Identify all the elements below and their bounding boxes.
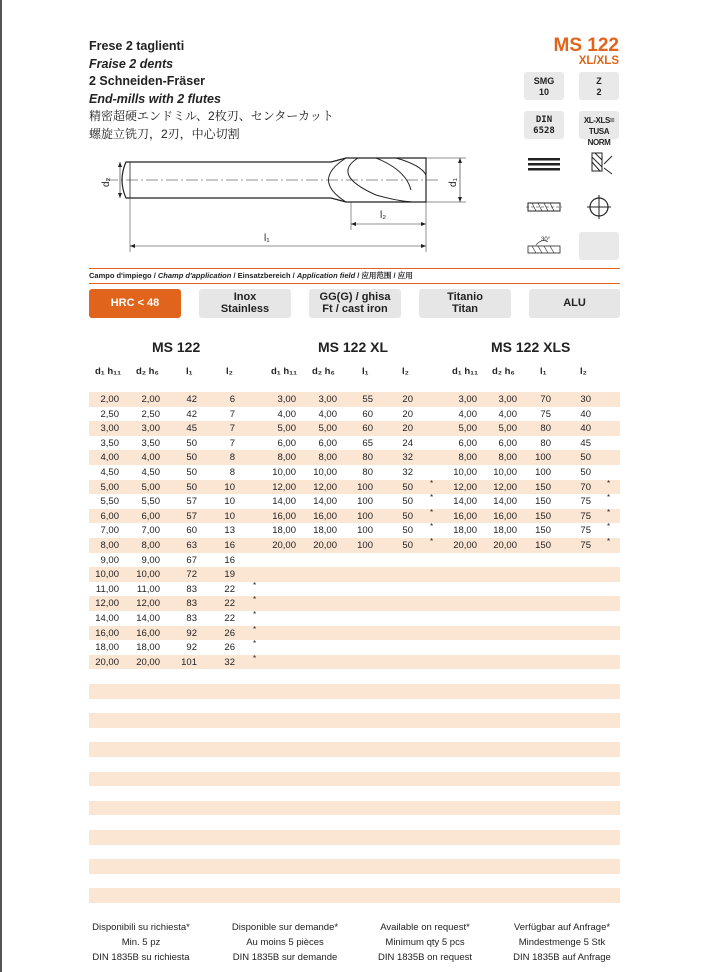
table-cell: 7 — [229, 437, 235, 449]
on-request-marker: * — [430, 537, 434, 546]
footer-de-line2: Mindestmenge 5 Stk — [518, 937, 606, 948]
table-cell: 4,00 — [458, 408, 477, 420]
footer-german — [496, 920, 628, 965]
table-cell: 83 — [186, 583, 197, 595]
on-request-marker: * — [253, 610, 257, 619]
column-header: l₁ — [540, 366, 547, 377]
table-cell: 14,00 — [95, 613, 119, 624]
table-cell: 24 — [402, 437, 413, 449]
table-cell: 8,00 — [100, 540, 119, 551]
table-cell: 8,00 — [318, 452, 337, 464]
table-cell: 16,00 — [136, 627, 160, 639]
column-header: d₂ h₆ — [492, 366, 515, 377]
table-cell: 5,00 — [100, 481, 119, 493]
table-cell: 10,00 — [272, 467, 296, 478]
table-stripe — [89, 742, 620, 757]
table-cell: 70 — [540, 394, 551, 405]
table-cell: 2,00 — [141, 394, 160, 405]
table-cell: 2,50 — [100, 408, 119, 420]
table-cell: 12,00 — [272, 481, 296, 493]
table-stripe — [89, 684, 620, 699]
table-cell: 3,00 — [141, 423, 160, 435]
on-request-marker: * — [253, 595, 257, 605]
column-header: d₁ h₁₁ — [271, 366, 298, 377]
table-cell: 6,00 — [498, 437, 517, 449]
table-cell: 9,00 — [100, 554, 119, 566]
table-cell: 75 — [580, 510, 591, 522]
table-cell: 26 — [224, 642, 235, 654]
d2-label: d₂ — [101, 177, 112, 187]
table-cell: 18,00 — [453, 525, 477, 537]
table-cell: 2,50 — [141, 408, 160, 420]
table-cell: 45 — [186, 423, 197, 435]
application-de: Einsatzbereich — [237, 271, 291, 280]
material-cast-iron-label-2: Ft / cast iron — [322, 303, 388, 315]
spec-smg-value: 10 — [538, 87, 549, 97]
footer-it-line3: DIN 1835B su richiesta — [92, 952, 190, 963]
table-cell: 9,00 — [141, 554, 160, 566]
cylindrical-shank-icon — [524, 193, 564, 221]
table-cell: 3,00 — [498, 394, 517, 405]
application-rule-top — [89, 268, 620, 269]
table-cell: 4,50 — [100, 467, 119, 478]
table-stripe — [89, 888, 620, 903]
group-title-ms122-xls: MS 122 XLS — [491, 339, 571, 355]
table-stripe — [89, 859, 620, 874]
table-cell: 5,00 — [277, 423, 296, 435]
table-cell: 4,00 — [318, 408, 337, 420]
table-cell: 22 — [224, 583, 235, 595]
table-cell: 75 — [580, 525, 591, 537]
end-mill-drawing — [96, 150, 476, 260]
material-cast-iron — [309, 289, 401, 318]
column-header: l₁ — [362, 366, 369, 377]
material-inox — [199, 289, 291, 318]
table-cell: 50 — [402, 540, 413, 551]
title-english: End-mills with 2 flutes — [89, 91, 221, 106]
table-cell: 8,00 — [458, 452, 477, 464]
table-cell: 80 — [540, 437, 551, 449]
table-cell: 65 — [362, 437, 373, 449]
table-cell: 6,00 — [277, 437, 296, 449]
table-cell: 22 — [224, 613, 235, 624]
center-cutting-icon — [579, 150, 619, 178]
table-cell: 14,00 — [272, 496, 296, 508]
table-cell: 55 — [362, 394, 373, 405]
on-request-marker: * — [607, 507, 611, 517]
table-cell: 10 — [224, 496, 235, 508]
table-cell: 16,00 — [272, 510, 296, 522]
table-cell: 40 — [580, 408, 591, 420]
title-german: 2 Schneiden-Fräser — [89, 74, 206, 88]
table-cell: 75 — [540, 408, 551, 420]
table-cell: 150 — [535, 481, 551, 493]
spec-z-value: 2 — [596, 87, 602, 97]
table-cell: 12,00 — [313, 481, 337, 493]
table-stripe — [89, 801, 620, 816]
concentricity-icon — [579, 193, 619, 221]
table-cell: 92 — [186, 642, 197, 654]
material-alu — [529, 289, 620, 318]
table-cell: 16,00 — [493, 510, 517, 522]
application-rule-bottom — [89, 283, 620, 284]
on-request-marker: * — [253, 580, 257, 590]
footer-fr-line3: DIN 1835B sur demande — [232, 952, 338, 963]
product-code-main: MS 122 — [553, 35, 619, 56]
material-titanium — [419, 289, 511, 318]
column-header: l₂ — [226, 366, 233, 377]
table-cell: 5,50 — [100, 496, 119, 508]
helix-30-icon — [524, 232, 564, 260]
column-header: d₁ h₁₁ — [452, 366, 479, 377]
table-cell: 3,00 — [458, 394, 477, 405]
table-cell: 100 — [535, 467, 551, 478]
column-header: l₂ — [402, 366, 409, 377]
table-cell: 20,00 — [493, 540, 517, 551]
table-cell: 6,00 — [318, 437, 337, 449]
table-cell: 8,00 — [277, 452, 296, 464]
footer-fr-line2: Au moins 5 pièces — [246, 937, 324, 948]
table-cell: 18,00 — [313, 525, 337, 537]
material-alu-label: ALU — [563, 297, 586, 309]
spec-norm — [579, 111, 619, 147]
group-title-ms122-xl: MS 122 XL — [318, 339, 389, 355]
table-cell: 100 — [357, 540, 373, 551]
product-code — [554, 36, 619, 67]
table-cell: 83 — [186, 613, 197, 624]
column-header: d₂ h₆ — [312, 366, 335, 377]
table-cell: 50 — [580, 452, 591, 464]
column-header: l₂ — [580, 366, 587, 377]
footer-en-line2: Minimum qty 5 pcs — [385, 937, 465, 948]
table-cell: 8 — [229, 467, 235, 478]
spec-din-label: DIN — [535, 115, 553, 125]
table-cell: 6,00 — [100, 510, 119, 522]
table-cell: 100 — [357, 525, 373, 537]
table-cell: 12,00 — [95, 598, 119, 610]
table-cell: 10,00 — [136, 569, 160, 581]
table-cell: 5,00 — [141, 481, 160, 493]
material-inox-label-2: Stainless — [220, 303, 270, 315]
footer-de-line3: DIN 1835B auf Anfrage — [513, 952, 611, 963]
column-header: d₂ h₆ — [136, 366, 159, 377]
table-cell: 14,00 — [493, 496, 517, 508]
footer-english — [364, 920, 486, 965]
spec-smg-label: SMG — [533, 76, 555, 86]
helix-angle-label: 30° — [541, 237, 551, 243]
material-cast-iron-label: GG(G) / ghisa — [319, 291, 391, 303]
product-code-sub: XL/XLS — [578, 55, 619, 67]
table-cell: 18,00 — [493, 525, 517, 537]
table-cell: 60 — [362, 423, 373, 435]
table-cell: 75 — [580, 540, 591, 551]
table-cell: 4,50 — [141, 467, 160, 478]
on-request-marker: * — [607, 478, 611, 488]
table-cell: 20 — [402, 408, 413, 420]
table-cell: 70 — [580, 481, 591, 493]
spec-norm-label: XL-XLS= — [583, 116, 615, 125]
table-cell: 57 — [186, 510, 197, 522]
table-cell: 30 — [580, 394, 591, 405]
table-cell: 26 — [224, 627, 235, 639]
table-cell: 42 — [186, 394, 197, 405]
spec-din — [524, 111, 564, 139]
table-cell: 16,00 — [453, 510, 477, 522]
table-cell: 100 — [535, 452, 551, 464]
column-header: l₁ — [186, 366, 193, 377]
table-cell: 75 — [580, 496, 591, 508]
table-cell: 19 — [224, 569, 235, 581]
on-request-marker: * — [430, 522, 434, 532]
table-cell: 80 — [362, 452, 373, 464]
footer-de-line1: Verfügbar auf Anfrage* — [513, 922, 611, 933]
table-cell: 12,00 — [493, 481, 517, 493]
table-cell: 3,00 — [277, 394, 296, 405]
table-cell: 3,00 — [100, 423, 119, 435]
material-hrc48 — [89, 289, 181, 318]
table-cell: 16 — [224, 540, 235, 551]
table-cell: 80 — [362, 467, 373, 478]
l1-label: l₁ — [264, 233, 270, 244]
table-cell: 6,00 — [141, 510, 160, 522]
table-cell: 150 — [535, 496, 551, 508]
spec-smg — [524, 72, 564, 100]
table-cell: 80 — [540, 423, 551, 435]
footer-it-line2: Min. 5 pz — [121, 937, 161, 948]
table-cell: 10 — [224, 481, 235, 493]
material-titanium-label-2: Titan — [451, 303, 479, 315]
table-cell: 50 — [402, 496, 413, 508]
table-cell: 60 — [186, 525, 197, 537]
table-cell: 72 — [186, 569, 197, 581]
table-cell: 4,00 — [498, 408, 517, 420]
application-fr: Champ d'application — [157, 271, 232, 280]
table-cell: 20,00 — [313, 540, 337, 551]
table-cell: 150 — [535, 525, 551, 537]
material-inox-label: Inox — [233, 291, 257, 303]
table-cell: 50 — [402, 481, 413, 493]
footer-italian — [76, 920, 206, 965]
table-cell: 32 — [224, 656, 235, 668]
on-request-marker: * — [430, 478, 434, 488]
table-cell: 50 — [580, 467, 591, 478]
table-cell: 32 — [402, 452, 413, 464]
table-cell: 6 — [229, 394, 235, 405]
table-cell: 7,00 — [100, 525, 119, 537]
group-title-ms122: MS 122 — [152, 339, 201, 355]
table-cell: 20,00 — [272, 540, 296, 551]
column-header: d₁ h₁₁ — [95, 366, 122, 377]
table-cell: 50 — [402, 510, 413, 522]
on-request-marker: * — [430, 507, 434, 517]
table-cell: 8 — [229, 452, 235, 464]
table-cell: 32 — [402, 467, 413, 478]
table-cell: 16 — [224, 554, 235, 566]
table-cell: 7 — [229, 408, 235, 420]
table-cell: 12,00 — [136, 598, 160, 610]
table-cell: 50 — [186, 481, 197, 493]
spec-din-value: 6528 — [533, 126, 555, 136]
l2-label: l₂ — [380, 210, 387, 221]
material-hrc48-label: HRC < 48 — [110, 297, 160, 309]
table-cell: 12,00 — [453, 481, 477, 493]
title-french: Fraise 2 dents — [89, 56, 174, 71]
table-stripe — [89, 830, 620, 845]
on-request-marker: * — [253, 653, 257, 663]
table-cell: 20,00 — [95, 656, 119, 668]
product-titles — [89, 38, 334, 143]
table-cell: 16,00 — [95, 627, 119, 639]
table-cell: 8,00 — [141, 540, 160, 551]
table-cell: 3,50 — [100, 437, 119, 449]
page-border — [0, 0, 2, 972]
empty-icon — [579, 232, 619, 260]
spec-norm-value: TUSA NORM — [587, 127, 611, 147]
d1-label: d₁ — [448, 178, 459, 187]
spec-z — [579, 72, 619, 100]
table-cell: 5,50 — [141, 496, 160, 508]
table-cell: 10,00 — [95, 569, 119, 581]
table-cell: 3,50 — [141, 437, 160, 449]
table-cell: 7,00 — [141, 525, 160, 537]
application-en: Application field — [296, 271, 356, 280]
table-cell: 20,00 — [453, 540, 477, 551]
table-cell: 50 — [186, 467, 197, 478]
on-request-marker: * — [607, 522, 611, 532]
on-request-marker: * — [430, 493, 434, 503]
table-cell: 5,00 — [458, 423, 477, 435]
table-cell: 50 — [186, 437, 197, 449]
title-italian: Frese 2 taglienti — [89, 39, 185, 53]
table-cell: 7 — [229, 423, 235, 435]
table-cell: 10,00 — [313, 467, 337, 478]
title-japanese: 精密超硬エンドミル、2枚刃、センターカット — [89, 109, 334, 123]
table-cell: 20,00 — [136, 656, 160, 668]
table-cell: 8,00 — [498, 452, 517, 464]
table-cell: 50 — [186, 452, 197, 464]
table-cell: 10,00 — [493, 467, 517, 478]
application-it: Campo d'impiego — [89, 271, 152, 280]
on-request-marker: * — [607, 493, 611, 503]
table-cell: 83 — [186, 598, 197, 610]
table-cell: 42 — [186, 408, 197, 420]
table-cell: 100 — [357, 481, 373, 493]
table-cell: 92 — [186, 627, 197, 639]
table-cell: 5,00 — [498, 423, 517, 435]
footer-it-line1: Disponibili su richiesta* — [92, 922, 190, 933]
table-cell: 18,00 — [272, 525, 296, 537]
on-request-marker: * — [607, 537, 611, 546]
table-cell: 13 — [224, 525, 235, 537]
table-cell: 101 — [181, 656, 197, 668]
title-chinese: 螺旋立铣刀，2刃，中心切割 — [89, 126, 240, 141]
table-cell: 20 — [402, 423, 413, 435]
table-cell: 4,00 — [141, 452, 160, 464]
table-cell: 100 — [357, 510, 373, 522]
table-stripe — [89, 772, 620, 787]
table-cell: 10 — [224, 510, 235, 522]
table-cell: 18,00 — [136, 642, 160, 654]
table-cell: 5,00 — [318, 423, 337, 435]
table-cell: 11,00 — [136, 583, 160, 595]
table-cell: 14,00 — [136, 613, 160, 624]
footer-french — [216, 920, 354, 965]
table-cell: 16,00 — [313, 510, 337, 522]
table-cell: 50 — [402, 525, 413, 537]
on-request-marker: * — [253, 624, 257, 634]
table-cell: 67 — [186, 554, 197, 566]
table-stripe — [89, 713, 620, 728]
table-cell: 63 — [186, 540, 197, 551]
straight-shank-icon — [524, 150, 564, 178]
table-cell: 6,00 — [458, 437, 477, 449]
table-cell: 14,00 — [453, 496, 477, 508]
spec-z-label: Z — [596, 76, 602, 86]
table-cell: 10,00 — [453, 467, 477, 478]
table-cell: 4,00 — [277, 408, 296, 420]
table-cell: 57 — [186, 496, 197, 508]
table-cell: 150 — [535, 540, 551, 551]
table-cell: 45 — [580, 437, 591, 449]
application-field-label: Campo d'impiego / Champ d'application / Einsatzbereich / Application field / 应用范围 / 应用 — [89, 271, 413, 280]
table-cell: 18,00 — [95, 642, 119, 654]
table-cell: 3,00 — [318, 394, 337, 405]
footer-en-line1: Available on request* — [380, 922, 470, 933]
table-cell: 11,00 — [95, 583, 119, 595]
table-cell: 150 — [535, 510, 551, 522]
on-request-marker: * — [253, 639, 257, 649]
table-cell: 22 — [224, 598, 235, 610]
table-cell: 40 — [580, 423, 591, 435]
material-titanium-label: Titanio — [447, 291, 483, 303]
application-jp: 应用范围 — [361, 271, 392, 280]
footer-en-line3: DIN 1835B on request — [377, 952, 472, 963]
application-cn: 应用 — [397, 271, 413, 280]
table-cell: 14,00 — [313, 496, 337, 508]
table-cell: 4,00 — [100, 452, 119, 464]
table-cell: 20 — [402, 394, 413, 405]
table-cell: 60 — [362, 408, 373, 420]
table-cell: 100 — [357, 496, 373, 508]
footer-fr-line1: Disponible sur demande* — [231, 922, 339, 933]
table-cell: 2,00 — [100, 394, 119, 405]
